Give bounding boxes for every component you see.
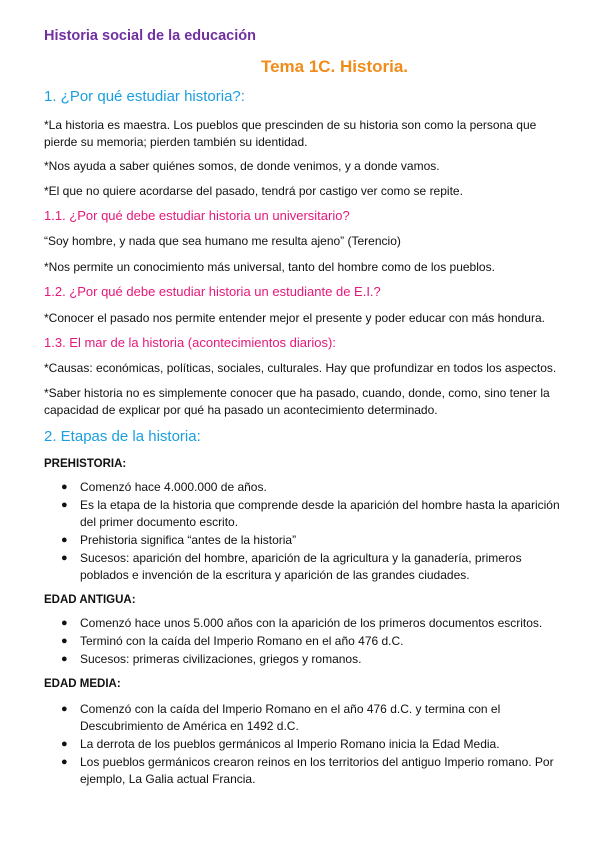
edad-media-list <box>44 701 564 789</box>
edad-antigua-label: EDAD ANTIGUA: <box>44 594 136 606</box>
list-item: ● Es la etapa de la historia que comprende desde la aparición del hombre hasta la aparición del primer documento escrito. <box>61 498 560 529</box>
paragraph: *Conocer el pasado nos permite entender mejor el presente y poder educar con más hondura. <box>44 311 545 325</box>
edad-media-label: EDAD MEDIA: <box>44 678 121 690</box>
section-2-heading: 2. Etapas de la historia: <box>44 428 201 445</box>
course-title: Historia social de la educación <box>44 28 256 44</box>
list-item: ● Terminó con la caída del Imperio Romano en el año 476 d.C. <box>61 634 404 648</box>
paragraph: *Causas: económicas, políticas, sociales, culturales. Hay que profundizar en todos los aspectos. <box>44 361 557 375</box>
list-item: ● Comenzó hace 4.000.000 de años. <box>61 480 267 494</box>
bullet-icon: ● <box>61 534 68 546</box>
section-1-heading: 1. ¿Por qué estudiar historia?: <box>44 88 245 105</box>
section-1-2-heading: 1.2. ¿Por qué debe estudiar historia un estudiante de E.I.? <box>44 284 381 299</box>
bullet-icon: ● <box>61 481 68 493</box>
bullet-icon: ● <box>61 756 68 768</box>
bullet-icon: ● <box>61 635 68 647</box>
bullet-icon: ● <box>61 653 68 665</box>
paragraph: *La historia es maestra. Los pueblos que prescinden de su historia son como la persona que pierde su memoria; pierden también su identidad. <box>44 118 537 149</box>
prehistoria-list <box>44 479 564 585</box>
edad-antigua-list <box>44 615 564 669</box>
section-1-3-heading: 1.3. El mar de la historia (acontecimientos diarios): <box>44 335 336 350</box>
list-item: ● Los pueblos germánicos crearon reinos en los territorios del antiguo Imperio romano. Por ejemplo, La Galia actual Francia. <box>61 755 554 786</box>
list-item: ● Sucesos: aparición del hombre, aparición de la agricultura y la ganadería, primeros poblados e invención de la escritura y aparición de las grandes ciudades. <box>61 551 522 582</box>
bullet-icon: ● <box>61 499 68 511</box>
list-item: ● Sucesos: primeras civilizaciones, griegos y romanos. <box>61 652 362 666</box>
list-item: ● Prehistoria significa “antes de la historia” <box>61 533 297 547</box>
paragraph: *Saber historia no es simplemente conocer que ha pasado, cuando, donde, como, sino tener la capacidad de explicar por qué ha pasado un acontecimiento determinado. <box>44 386 550 417</box>
paragraph: *Nos permite un conocimiento más universal, tanto del hombre como de los pueblos. <box>44 260 495 274</box>
section-1-1-heading: 1.1. ¿Por qué debe estudiar historia un universitario? <box>44 208 350 223</box>
quote-paragraph: “Soy hombre, y nada que sea humano me resulta ajeno” (Terencio) <box>44 234 401 248</box>
paragraph: *El que no quiere acordarse del pasado, tendrá por castigo ver como se repite. <box>44 184 463 198</box>
topic-title: Tema 1C. Historia. <box>260 57 409 76</box>
list-item: ● Comenzó hace unos 5.000 años con la aparición de los primeros documentos escritos. <box>61 616 543 630</box>
bullet-icon: ● <box>61 552 68 564</box>
prehistoria-label: PREHISTORIA: <box>44 458 127 470</box>
list-item: ● La derrota de los pueblos germánicos al Imperio Romano inicia la Edad Media. <box>61 737 500 751</box>
bullet-icon: ● <box>61 703 68 715</box>
paragraph: *Nos ayuda a saber quiénes somos, de donde venimos, y a donde vamos. <box>44 159 440 173</box>
bullet-icon: ● <box>61 617 68 629</box>
bullet-icon: ● <box>61 738 68 750</box>
list-item: ● Comenzó con la caída del Imperio Romano en el año 476 d.C. y termina con el Descubrimiento de América en 1492 d.C. <box>61 702 501 733</box>
